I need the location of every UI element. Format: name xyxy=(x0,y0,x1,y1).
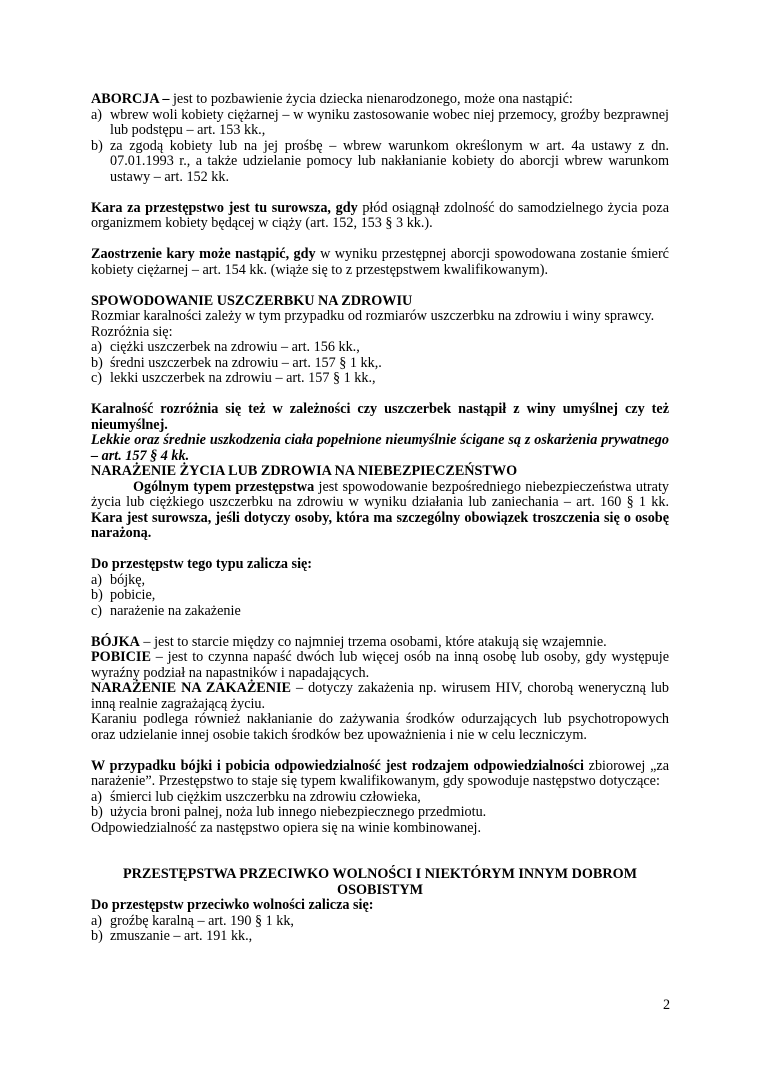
narazenie-heading: NARAŻENIE ŻYCIA LUB ZDROWIA NA NIEBEZPIECZEŃSTWO xyxy=(91,463,518,479)
zaostrzenie-paragraph: Zaostrzenie kary może nastąpić, gdy w wyniku przestępnej aborcji spowodowana zostanie śmierć kobiety ciężarnej – art. 154 kk. (wiąże się to z przestępstwem kwalifikowanym). xyxy=(91,246,669,278)
list-item: b) za zgodą kobiety lub na jej prośbę – wbrew warunkom określonym w art. 4a ustawy z dn. 07.01.1993 r., a także udzielanie pomocy lub nakłanianie kobiety do aborcji wbrew warunkom ustawy – art. 152 kk. xyxy=(91,137,669,185)
uszczerbek-heading: SPOWODOWANIE USZCZERBKU NA ZDROWIU xyxy=(91,292,413,309)
list-item: b) pobicie, xyxy=(91,587,156,603)
odpowiedzialnosc-paragraph: W przypadku bójki i pobicia odpowiedzialność jest rodzajem odpowiedzialności zbiorowej „za narażenie”. Przestępstwo to staje się typem kwalifikowanym, gdy spowoduje następstwo dotyczące: xyxy=(91,757,669,789)
list-item: c) lekki uszczerbek na zdrowiu – art. 157 § 1 kk., xyxy=(91,370,376,386)
wolnosc-subtitle: Do przestępstw przeciwko wolności zalicza się: xyxy=(91,897,374,913)
pobicie-definition: POBICIE – jest to czynna napaść dwóch lub więcej osób na inną osobę lub osoby, gdy występuje wyraźny podział na napastników i napadających. xyxy=(91,649,669,681)
list-item: b) średni uszczerbek na zdrowiu – art. 157 § 1 kk,. xyxy=(91,354,382,371)
karalnosc-italic: Lekkie oraz średnie uszkodzenia ciała popełnione nieumyślnie ścigane są z oskarżenia prywatnego – art. 157 § 4 kk. xyxy=(91,432,669,464)
rozroznia-label: Rozróżnia się: xyxy=(91,323,173,340)
kara-surowsza-paragraph: Kara za przestępstwo jest tu surowsza, gdy płód osiągnął zdolność do samodzielnego życia poza organizmem kobiety będącej w ciąży (art. 152, 153 § 3 kk.). xyxy=(91,199,669,231)
list-item: a) wbrew woli kobiety ciężarnej – w wyniku zastosowanie wobec niej przemocy, groźby bezprawnej lub podstępu – art. 153 kk., xyxy=(91,106,669,138)
uszczerbek-intro: Rozmiar karalności zależy w tym przypadku od rozmiarów uszczerbku na zdrowiu i winy sprawcy. xyxy=(91,308,655,324)
list-item: b) zmuszanie – art. 191 kk., xyxy=(91,928,253,944)
karaniu-paragraph: Karaniu podlega również nakłanianie do zażywania środków odurzających lub psychotropowych oraz udzielanie innej osobie takich środków bez upoważnienia i nie w celu leczniczym. xyxy=(91,711,669,743)
document-body xyxy=(91,92,669,945)
zakazenie-definition: NARAŻENIE NA ZAKAŻENIE – dotyczy zakażenia np. wirusem HIV, chorobą weneryczną lub inną realnie zagrażającą życiu. xyxy=(91,680,669,712)
typy-heading: Do przestępstw tego typu zalicza się: xyxy=(91,556,313,572)
list-item: a) śmierci lub ciężkim uszczerbku na zdrowiu człowieka, xyxy=(91,788,421,805)
page-number: 2 xyxy=(663,997,671,1013)
list-item: a) groźbę karalną – art. 190 § 1 kk, xyxy=(91,912,294,929)
aborcja-title: ABORCJA – xyxy=(91,91,170,107)
list-item: c) narażenie na zakażenie xyxy=(91,602,241,619)
bojka-definition: BÓJKA – jest to starcie między co najmniej trzema osobami, które atakują się wzajemnie. xyxy=(91,633,607,650)
wolnosc-heading-line2: OSOBISTYM xyxy=(337,881,423,898)
list-item: a) bójkę, xyxy=(91,571,146,588)
odpowiedzialnosc-closing: Odpowiedzialność za następstwo opiera się na winie kombinowanej. xyxy=(91,819,482,836)
wolnosc-heading-line1: PRZESTĘPSTWA PRZECIWKO WOLNOŚCI I NIEKTÓRYM INNYM DOBROM xyxy=(123,866,637,882)
list-item: b) użycia broni palnej, noża lub innego niebezpiecznego przedmiotu. xyxy=(91,804,487,820)
list-item: a) ciężki uszczerbek na zdrowiu – art. 156 kk., xyxy=(91,339,360,355)
narazenie-paragraph: Ogólnym typem przestępstwa jest spowodowanie bezpośredniego niebezpieczeństwa utraty życia lub ciężkiego uszczerbku na zdrowiu w wyniku działania lub zaniechania – art. 160 § 1 kk. Kara jest surowsza, jeśli dotyczy osoby, która ma szczególny obowiązek troszczenia się o osobę narażoną. xyxy=(91,478,669,541)
aborcja-intro: ABORCJA – jest to pozbawienie życia dziecka nienarodzonego, może ona nastąpić: xyxy=(91,91,573,107)
karalnosc-paragraph: Karalność rozróżnia się też w zależności czy uszczerbek nastąpił z winy umyślnej czy też nieumyślnej. xyxy=(91,401,669,433)
